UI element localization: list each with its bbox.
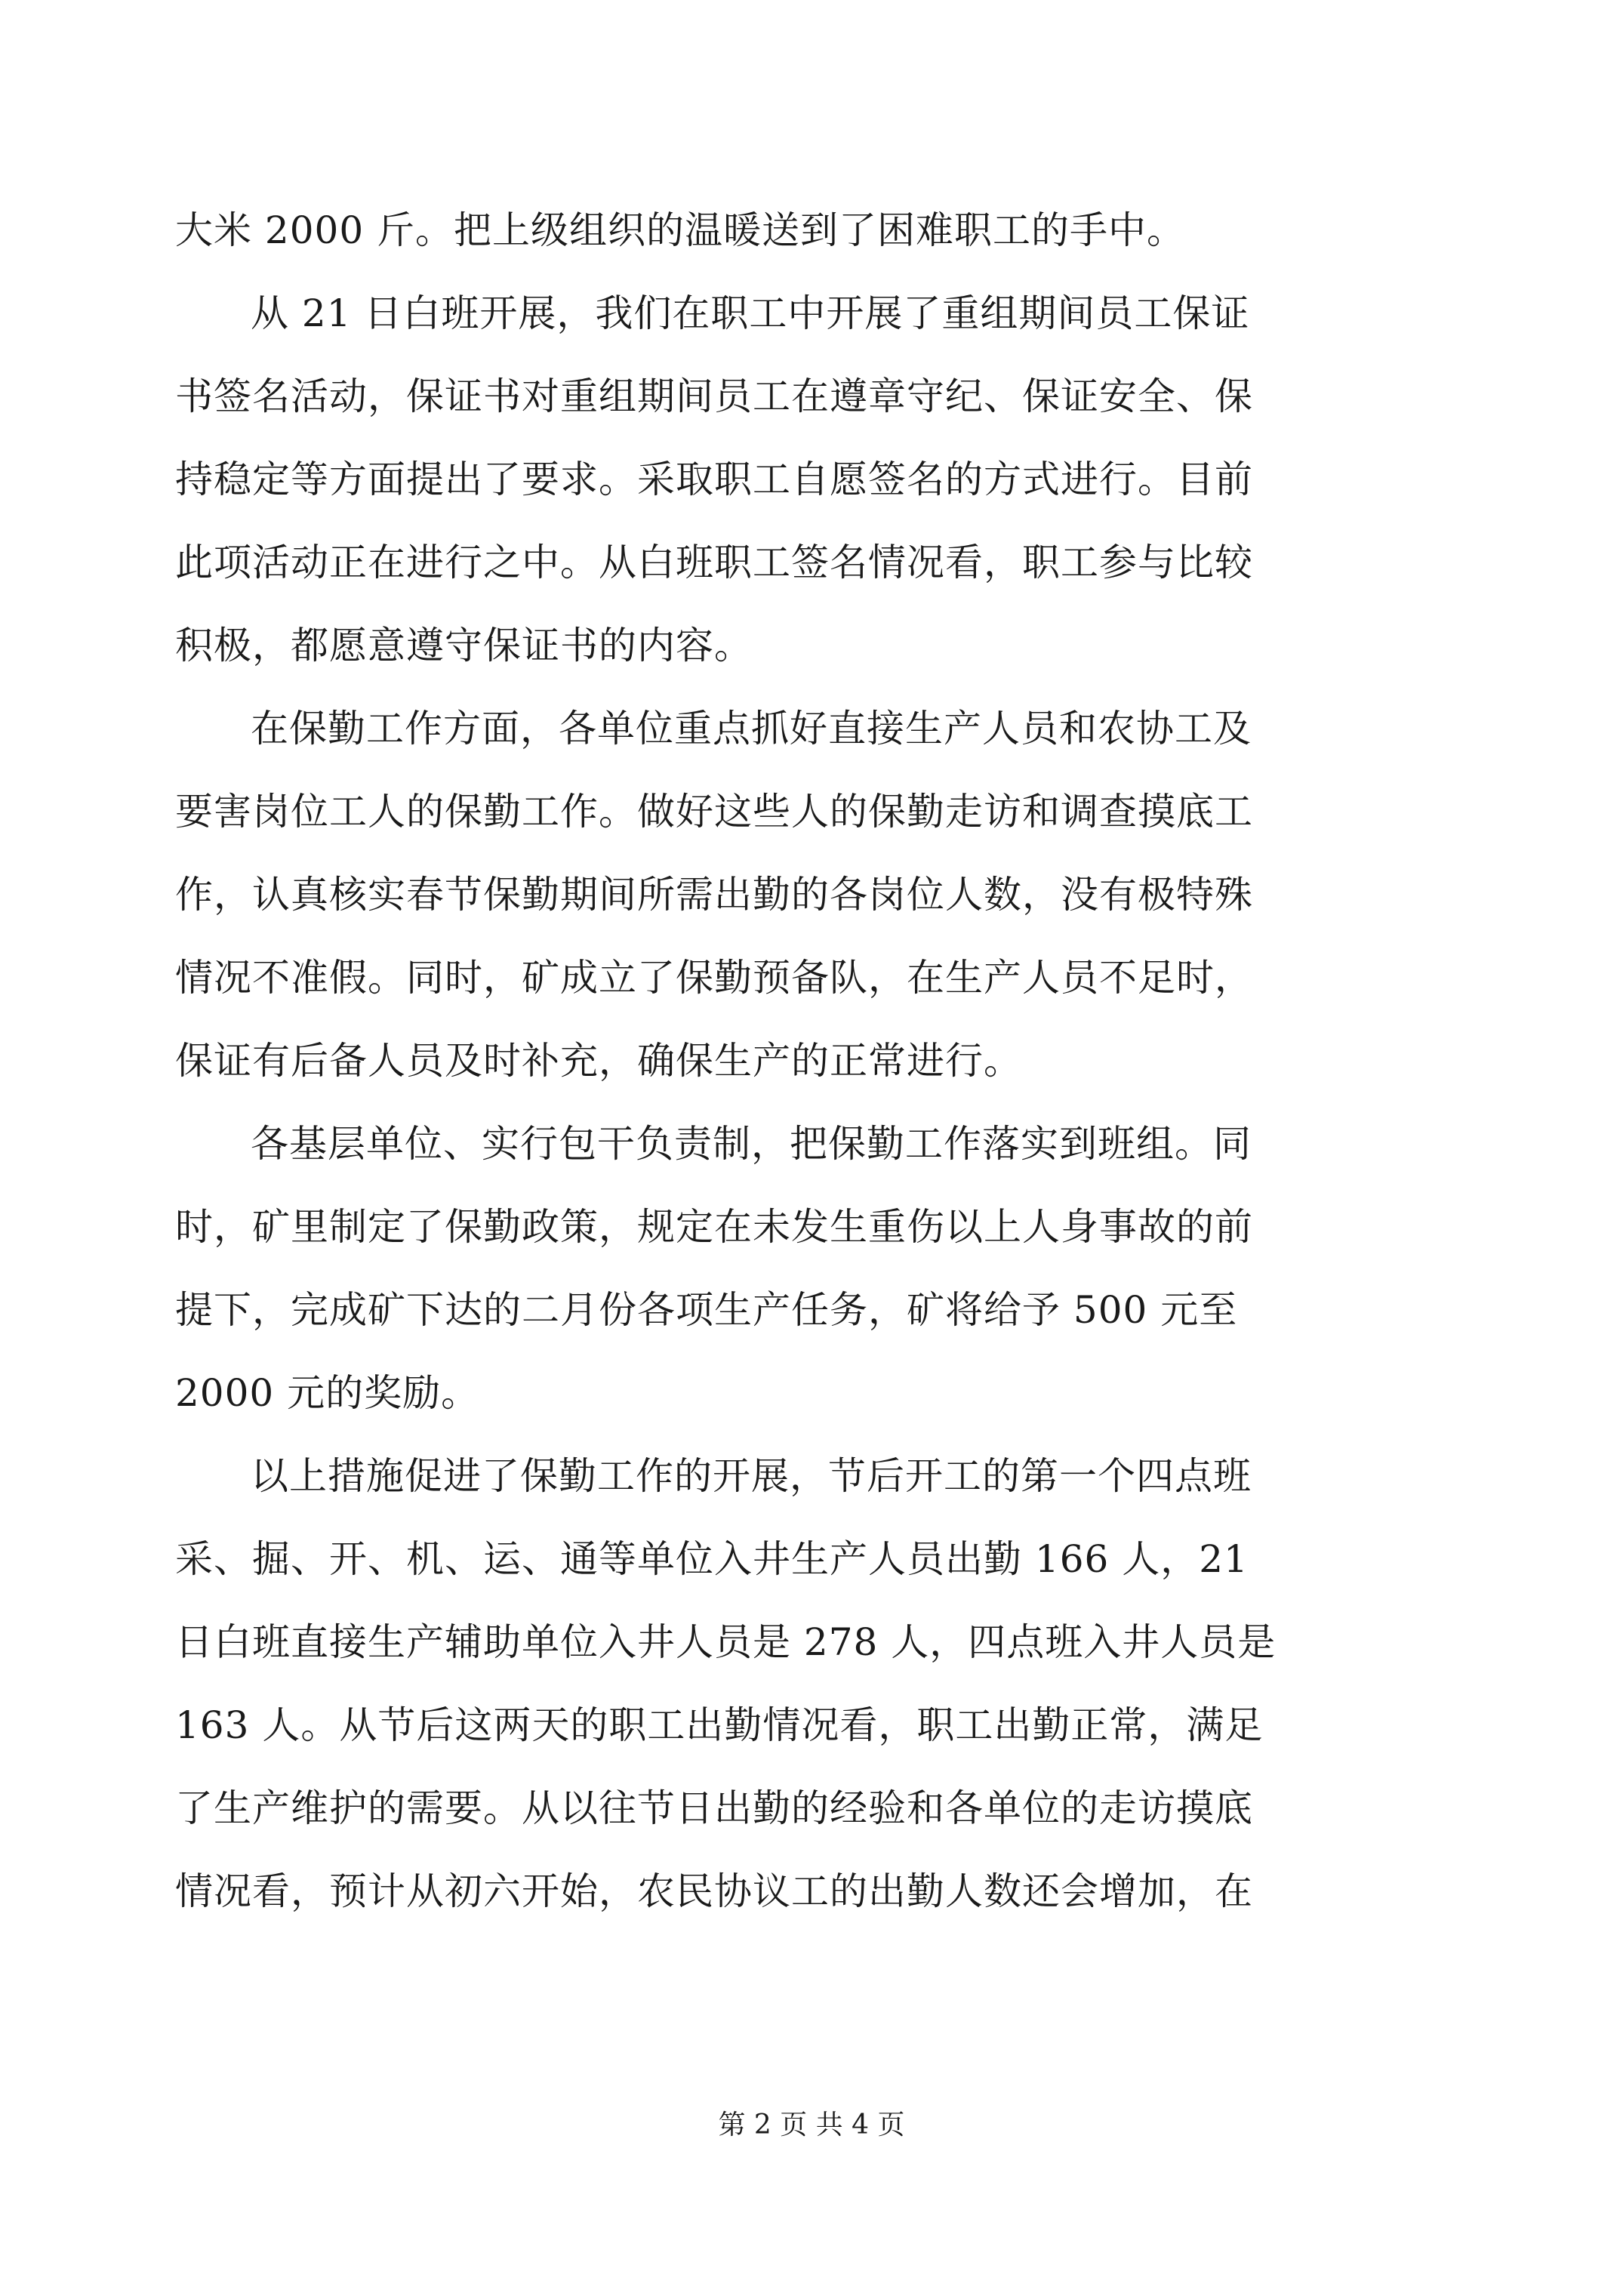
- text-line: 持稳定等方面提出了要求。采取职工自愿签名的方式进行。目前: [175, 458, 1253, 501]
- text-line: 情况不准假。同时，矿成立了保勤预备队，在生产人员不足时，: [175, 956, 1253, 1000]
- text-line: 要害岗位工人的保勤工作。做好这些人的保勤走访和调查摸底工: [175, 790, 1253, 834]
- text-line: 此项活动正在进行之中。从白班职工签名情况看，职工参与比较: [175, 541, 1253, 584]
- text-line: 书签名活动，保证书对重组期间员工在遵章守纪、保证安全、保: [175, 374, 1253, 418]
- text-line: 提下，完成矿下达的二月份各项生产任务，矿将给予 500 元至: [175, 1288, 1238, 1332]
- text-line: 163 人。从节后这两天的职工出勤情况看，职工出勤正常，满足: [175, 1703, 1264, 1747]
- text-line: 时，矿里制定了保勤政策，规定在未发生重伤以上人身事故的前: [175, 1205, 1253, 1249]
- text-line: 情况看，预计从初六开始，农民协议工的出勤人数还会增加，在: [175, 1869, 1253, 1913]
- text-line: 了生产维护的需要。从以往节日出勤的经验和各单位的走访摸底: [175, 1786, 1253, 1830]
- paragraph-first-line: 从 21 日白班开展，我们在职工中开展了重组期间员工保证: [251, 291, 1250, 335]
- page-number-footer: 第 2 页 共 4 页: [718, 2110, 905, 2140]
- paragraph-first-line: 各基层单位、实行包干负责制，把保勤工作落实到班组。同: [251, 1122, 1252, 1166]
- text-line: 2000 元的奖励。: [175, 1371, 480, 1415]
- text-line: 日白班直接生产辅助单位入井人员是 278 人，四点班入井人员是: [175, 1620, 1277, 1664]
- text-line: 保证有后备人员及时补充，确保生产的正常进行。: [175, 1039, 1022, 1083]
- text-line: 作，认真核实春节保勤期间所需出勤的各岗位人数，没有极特殊: [175, 873, 1253, 917]
- text-line: 大米 2000 斤。把上级组织的温暖送到了困难职工的手中。: [175, 208, 1186, 252]
- text-line: 积极，都愿意遵守保证书的内容。: [175, 624, 753, 667]
- text-line: 采、掘、开、机、运、通等单位入井生产人员出勤 166 人，21: [175, 1537, 1249, 1581]
- paragraph-first-line: 在保勤工作方面，各单位重点抓好直接生产人员和农协工及: [251, 707, 1252, 750]
- paragraph-first-line: 以上措施促进了保勤工作的开展，节后开工的第一个四点班: [251, 1454, 1252, 1498]
